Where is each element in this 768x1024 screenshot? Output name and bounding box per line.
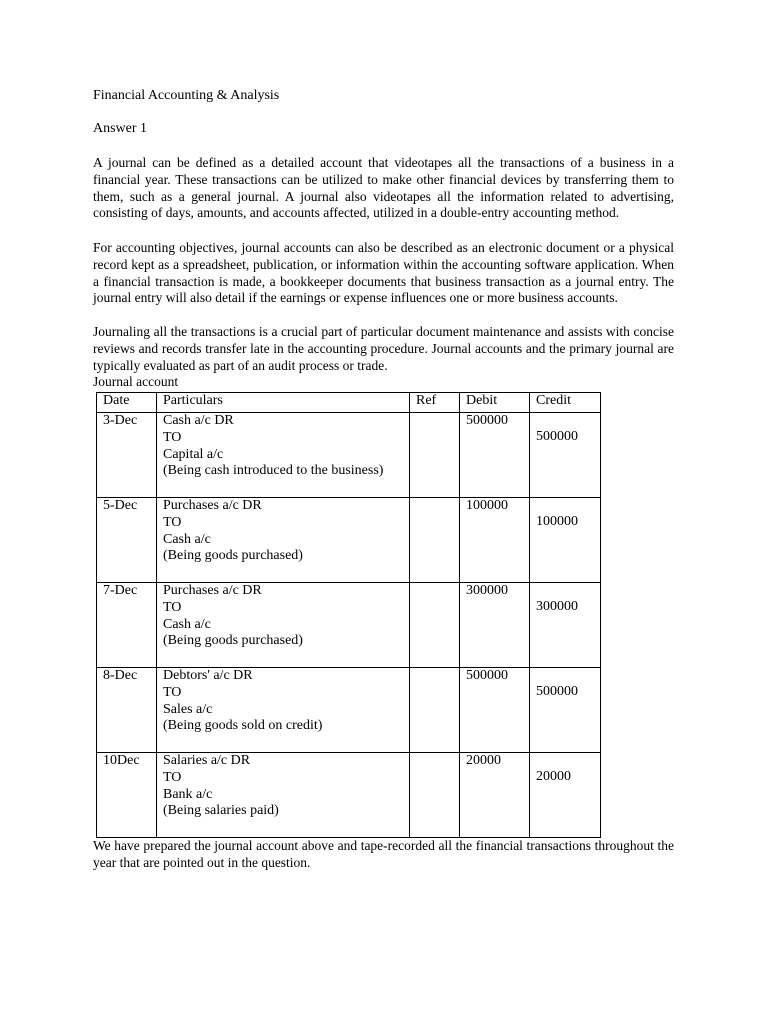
ref-cell xyxy=(410,583,460,668)
credit-value: 100000 xyxy=(536,514,578,529)
particulars-cell xyxy=(157,413,410,498)
debit-cell: 100000 xyxy=(460,498,530,583)
ref-cell xyxy=(410,498,460,583)
debit-cell: 20000 xyxy=(460,753,530,838)
closing-paragraph: We have prepared the journal account above and tape-recorded all the financial transactions throughout the year that are pointed out in the question. xyxy=(93,838,674,870)
table-caption: Journal account xyxy=(93,374,179,389)
particulars-line: Debtors' a/c DR xyxy=(163,668,253,683)
date-cell: 10Dec xyxy=(97,753,157,838)
particulars-line: Bank a/c xyxy=(163,786,213,802)
journal-table xyxy=(96,392,601,838)
credit-value: 20000 xyxy=(536,769,571,784)
debit-cell: 500000 xyxy=(460,668,530,753)
particulars-line: Purchases a/c DR xyxy=(163,498,262,513)
particulars-line: TO xyxy=(163,429,182,445)
date-cell: 3-Dec xyxy=(97,413,157,498)
particulars-line: TO xyxy=(163,769,182,785)
date-cell: 7-Dec xyxy=(97,583,157,668)
table-row xyxy=(97,498,601,583)
header-credit: Credit xyxy=(530,393,601,413)
particulars-line: Salaries a/c DR xyxy=(163,753,251,768)
particulars-line: (Being goods purchased) xyxy=(163,633,303,649)
particulars-line: (Being goods purchased) xyxy=(163,548,303,564)
credit-cell xyxy=(530,753,601,838)
particulars-cell xyxy=(157,668,410,753)
particulars-cell xyxy=(157,753,410,838)
particulars-line: Cash a/c DR xyxy=(163,413,234,428)
particulars-line: (Being goods sold on credit) xyxy=(163,718,323,734)
ref-cell xyxy=(410,753,460,838)
particulars-cell xyxy=(157,498,410,583)
credit-cell xyxy=(530,668,601,753)
particulars-line: Sales a/c xyxy=(163,701,213,717)
particulars-line: Cash a/c xyxy=(163,531,211,547)
debit-cell: 300000 xyxy=(460,583,530,668)
document-title: Financial Accounting & Analysis xyxy=(93,88,280,103)
particulars-line: Cash a/c xyxy=(163,616,211,632)
credit-value: 300000 xyxy=(536,599,578,614)
credit-value: 500000 xyxy=(536,429,578,444)
table-header-row xyxy=(97,393,601,413)
table-row xyxy=(97,753,601,838)
table-row xyxy=(97,413,601,498)
particulars-line: TO xyxy=(163,599,182,615)
particulars-line: TO xyxy=(163,514,182,530)
table-row xyxy=(97,668,601,753)
header-debit: Debit xyxy=(460,393,530,413)
ref-cell xyxy=(410,668,460,753)
particulars-line: Capital a/c xyxy=(163,446,224,462)
table-row xyxy=(97,583,601,668)
particulars-line: (Being salaries paid) xyxy=(163,803,279,819)
credit-cell xyxy=(530,413,601,498)
paragraph-2: For accounting objectives, journal accounts can also be described as an electronic document or a physical record kept as a spreadsheet, publication, or information within the accounting software application. When a financial transaction is made, a bookkeeper documents that business transaction as a journal entry. The journal entry will also detail if the earnings or expense influences one or more business accounts. xyxy=(93,240,674,306)
paragraph-1: A journal can be defined as a detailed account that videotapes all the transactions of a business in a financial year. These transactions can be utilized to make other financial devices by transferring them to them, such as a general journal. A journal also videotapes all the information related to advertising, consisting of days, amounts, and accounts affected, utilized in a double-entry accounting method. xyxy=(93,155,674,221)
date-cell: 8-Dec xyxy=(97,668,157,753)
particulars-cell xyxy=(157,583,410,668)
header-particulars: Particulars xyxy=(157,393,410,413)
debit-cell: 500000 xyxy=(460,413,530,498)
answer-heading: Answer 1 xyxy=(93,121,148,136)
credit-cell xyxy=(530,498,601,583)
particulars-line: (Being cash introduced to the business) xyxy=(163,463,384,479)
header-date: Date xyxy=(97,393,157,413)
ref-cell xyxy=(410,413,460,498)
date-cell: 5-Dec xyxy=(97,498,157,583)
credit-cell xyxy=(530,583,601,668)
header-ref: Ref xyxy=(410,393,460,413)
paragraph-3: Journaling all the transactions is a crucial part of particular document maintenance and assists with concise reviews and records transfer late in the accounting procedure. Journal accounts and the primary journal are typically evaluated as part of an audit process or trade. xyxy=(93,324,674,373)
credit-value: 500000 xyxy=(536,684,578,699)
particulars-line: Purchases a/c DR xyxy=(163,583,262,598)
particulars-line: TO xyxy=(163,684,182,700)
